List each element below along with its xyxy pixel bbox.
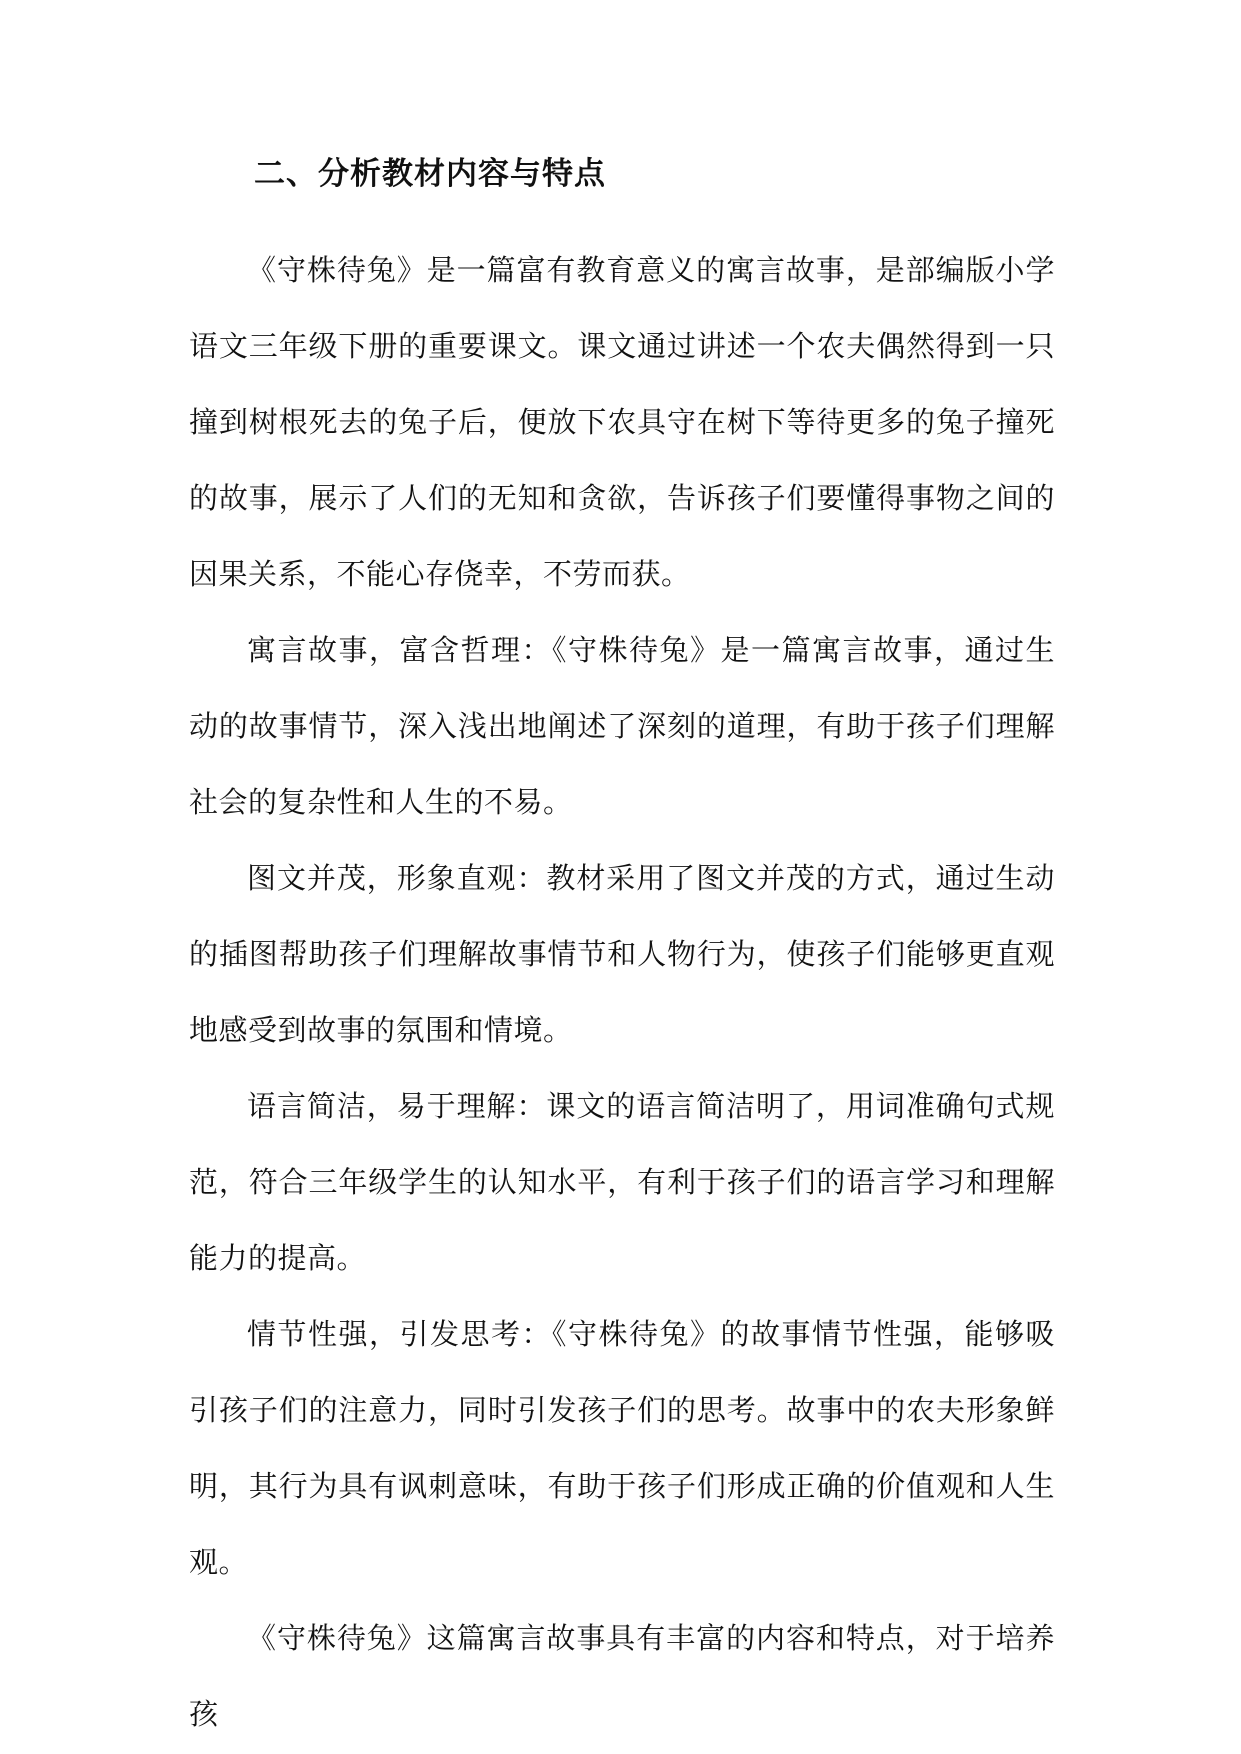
paragraph-illustrations: 图文并茂，形象直观：教材采用了图文并茂的方式，通过生动的插图帮助孩子们理解故事情节和人物行为，使孩子们能够更直观地感受到故事的氛围和情境。 <box>189 861 1055 1047</box>
paragraph-language: 语言简洁，易于理解：课文的语言简洁明了，用词准确句式规范，符合三年级学生的认知水平，有利于孩子们的语言学习和理解能力的提高。 <box>189 1089 1055 1275</box>
paragraph-summary: 《守株待兔》这篇寓言故事具有丰富的内容和特点，对于培养孩 <box>189 1621 1055 1731</box>
paragraph-fable-philosophy: 寓言故事，富含哲理：《守株待兔》是一篇寓言故事，通过生动的故事情节，深入浅出地阐述了深刻的道理，有助于孩子们理解社会的复杂性和人生的不易。 <box>189 633 1055 819</box>
section-heading: 二、分析教材内容与特点 <box>254 156 606 192</box>
paragraph-plot: 情节性强，引发思考：《守株待兔》的故事情节性强，能够吸引孩子们的注意力，同时引发孩子们的思考。故事中的农夫形象鲜明，其行为具有讽刺意味，有助于孩子们形成正确的价值观和人生观。 <box>189 1317 1055 1579</box>
body-text <box>189 232 1055 1752</box>
paragraph-intro: 《守株待兔》是一篇富有教育意义的寓言故事，是部编版小学语文三年级下册的重要课文。课文通过讲述一个农夫偶然得到一只撞到树根死去的兔子后，便放下农具守在树下等待更多的兔子撞死的故事，展示了人们的无知和贪欲，告诉孩子们要懂得事物之间的因果关系，不能心存侥幸，不劳而获。 <box>189 253 1055 591</box>
